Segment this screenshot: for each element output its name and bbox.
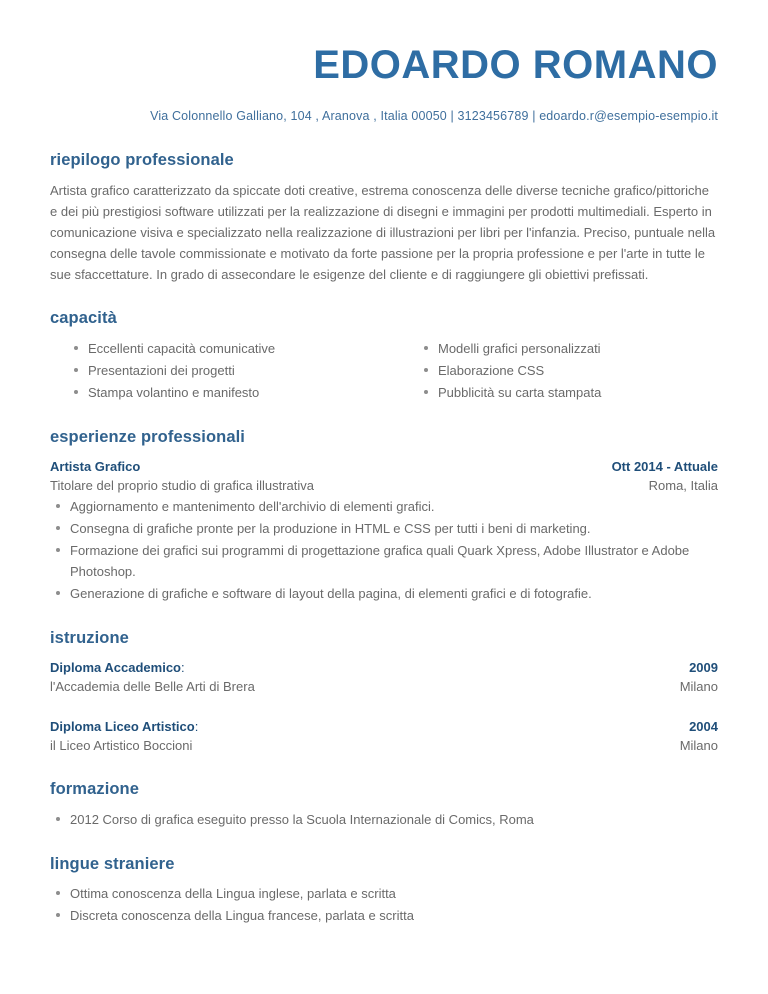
spacer [50,756,718,780]
list-item: Consegna di grafiche pronte per la produzione in HTML e CSS per tutti i beni di marketing. [50,518,718,539]
list-item: Presentazioni dei progetti [68,360,384,381]
section-skills [50,309,718,404]
list-item: Modelli grafici personalizzati [418,338,718,359]
list-item: Aggiornamento e mantenimento dell'archivio di elementi grafici. [50,496,718,517]
spacer [50,697,718,715]
list-item: Discreta conoscenza della Lingua francese, parlata e scritta [50,905,718,926]
list-item: Eccellenti capacità comunicative [68,338,384,359]
degree-suffix: : [194,718,199,734]
section-education [50,629,718,756]
education-entry [50,717,718,756]
degree-year: 2009 [689,659,718,675]
skills-column-right [384,338,718,404]
job-location: Roma, Italia [648,478,718,494]
section-title-languages: lingue straniere [50,854,175,873]
job-company: Titolare del proprio studio di grafica illustrativa [50,478,314,494]
school-name: il Liceo Artistico Boccioni [50,738,193,754]
list-item: Formazione dei grafici sui programmi di progettazione grafica quali Quark Xpress, Adobe Illustrator e Adobe Photoshop. [50,540,718,582]
degree-suffix: : [181,659,185,675]
resume-body [0,151,768,927]
spacer [50,831,718,855]
degree-title [50,717,198,737]
education-entry-subline [50,736,718,756]
skills-column-left [50,338,384,404]
section-summary [50,151,718,285]
degree-title [50,658,185,678]
degree-year: 2004 [689,718,718,734]
list-item: Elaborazione CSS [418,360,718,381]
experience-entry-subline [50,476,718,496]
list-item: Pubblicità su carta stampata [418,382,718,403]
spacer [50,605,718,629]
school-location: Milano [679,738,718,754]
section-title-experience: esperienze professionali [50,427,245,446]
spacer [50,404,718,428]
list-item: Ottima conoscenza della Lingua inglese, parlata e scritta [50,883,718,904]
candidate-name: EDOARDO ROMANO [313,43,718,87]
section-title-training: formazione [50,779,140,798]
degree-name: Diploma Accademico [50,659,182,675]
section-title-skills: capacità [50,309,117,328]
education-entry [50,658,718,697]
list-item: Stampa volantino e manifesto [68,382,384,403]
resume-header [0,0,768,123]
section-languages [50,855,718,927]
list-item: 2012 Corso di grafica eseguito presso la Scuola Internazionale di Comics, Roma [50,809,718,830]
section-training [50,780,718,830]
list-item: Generazione di grafiche e software di layout della pagina, di elementi grafici e di fotografie. [50,583,718,604]
skills-list-left [68,338,384,403]
languages-list [50,883,718,926]
section-experience [50,428,718,604]
skills-grid [50,338,718,404]
job-title: Artista Grafico [50,458,141,474]
section-title-summary: riepilogo professionale [50,151,234,169]
spacer [50,285,718,309]
job-dates: Ott 2014 - Attuale [611,458,718,474]
contact-line: Via Colonnello Galliano, 104 , Aranova , Italia 00050 | 3123456789 | edoardo.r@esempio-esempio.it [150,109,718,123]
education-entry-subline [50,677,718,697]
section-title-education: istruzione [50,629,129,647]
training-list [50,809,718,830]
school-name: l'Accademia delle Belle Arti di Brera [50,679,255,695]
degree-name: Diploma Liceo Artistico [50,718,195,734]
experience-entry [50,457,718,604]
education-entry-headline [50,717,718,737]
job-responsibilities [50,496,718,604]
summary-text: Artista grafico caratterizzato da spiccate doti creative, estrema conoscenza delle diverse tecniche grafico/pittoriche e dei più prestigiosi software utilizzati per la realizzazione di disegni e immagini per prodotti multimediali. Esperto in comunicazione visiva e specializzato nella realizzazione di illustrazioni per libri per l'infanzia. Preciso, puntuale nella consegna delle tavole commissionate e motivato da forte passione per la propria professione e per l'arte in tutte le sue sfaccettature. In grado di assecondare le esigenze del cliente e di raggiungere gli obiettivi prefissati. [50,182,716,282]
education-entry-headline [50,658,718,678]
skills-list-right [418,338,718,403]
school-location: Milano [679,679,718,695]
experience-entry-headline [50,457,718,477]
